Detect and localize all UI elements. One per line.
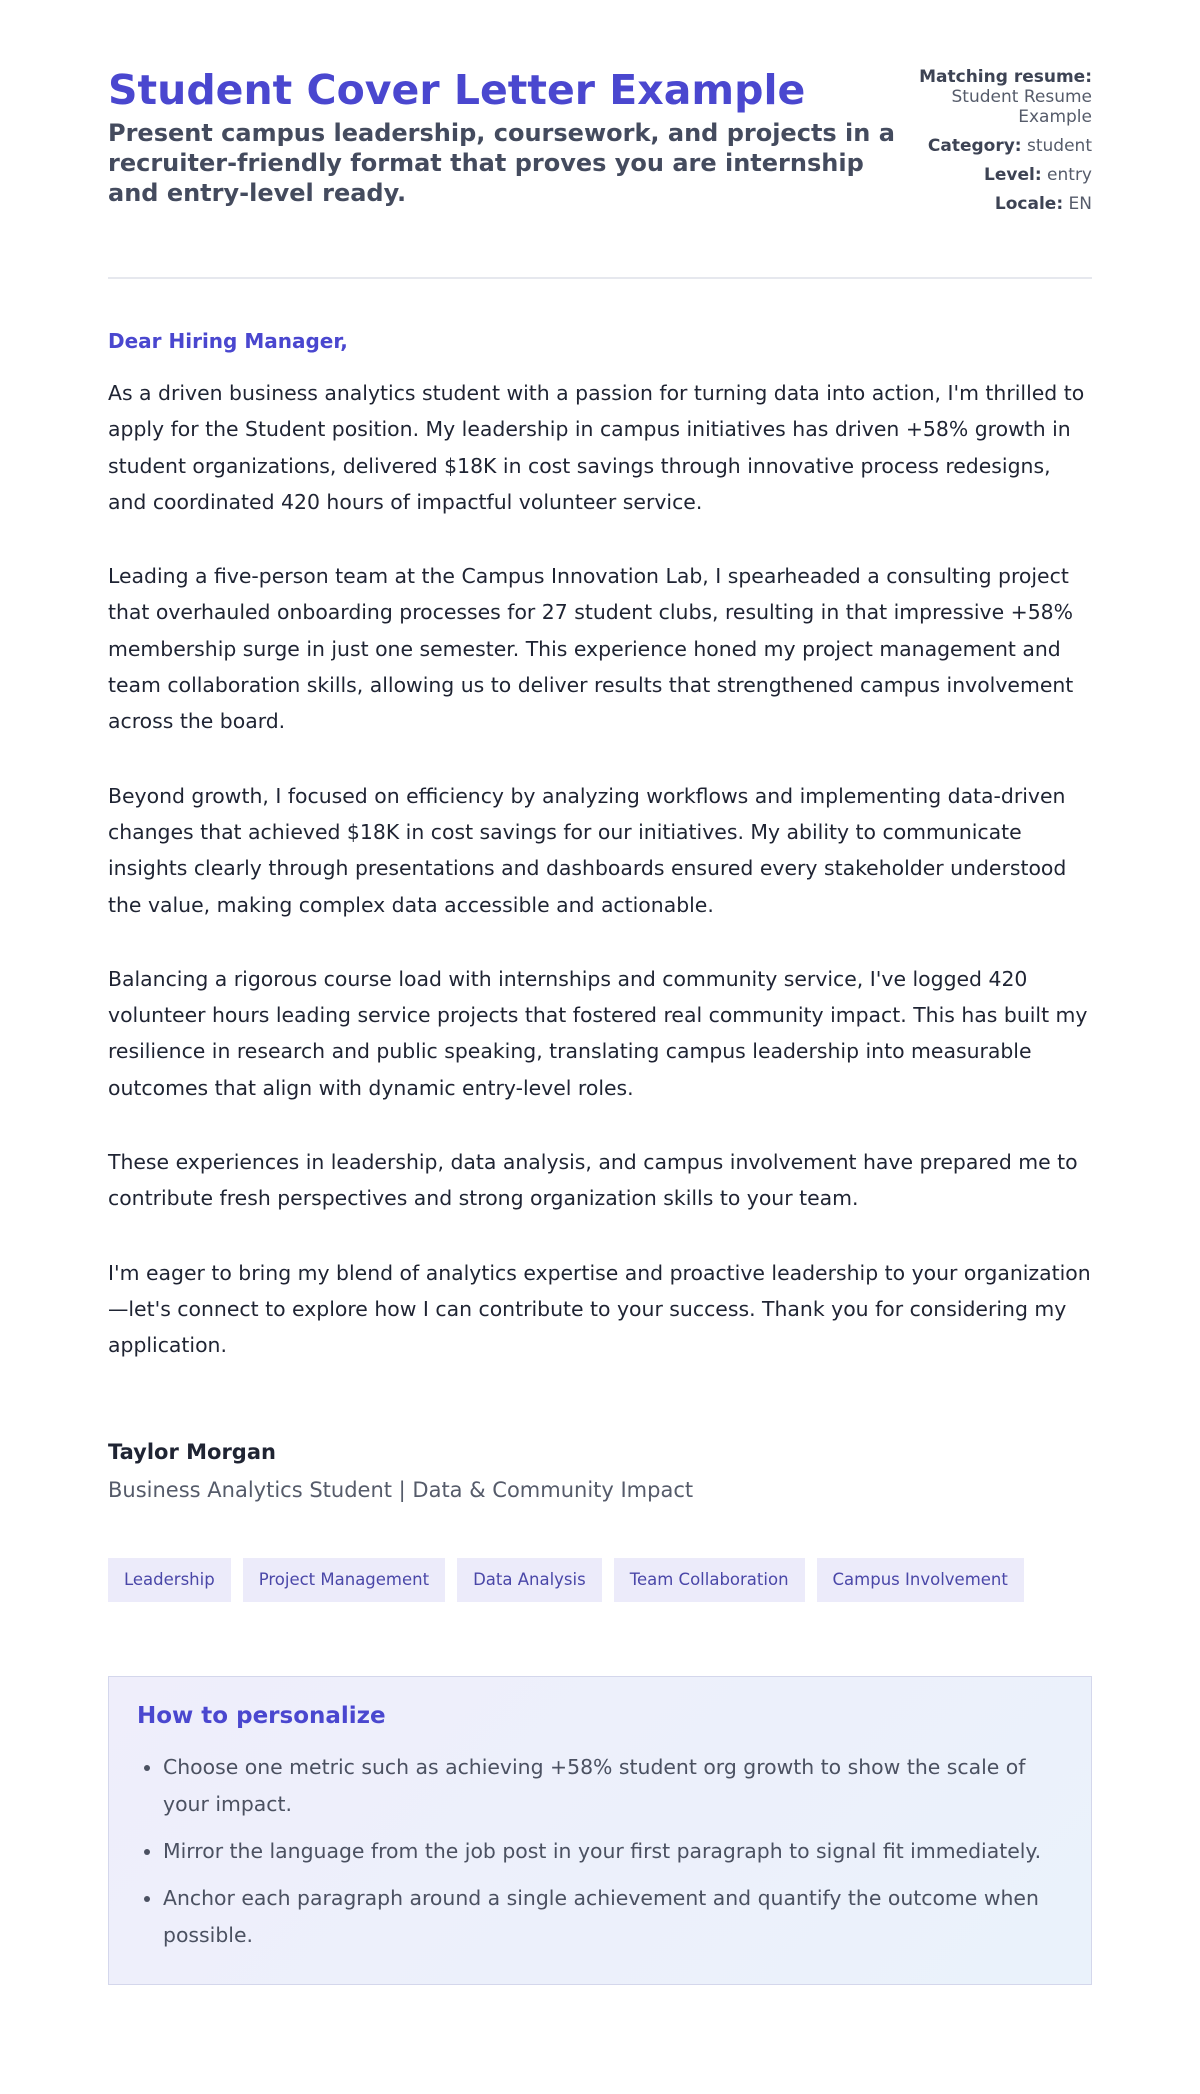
letter-paragraph-5: These experiences in leadership, data analysis, and campus involvement have prepared me to contribute fresh perspectives and strong organization skills to your team. — [108, 1150, 1078, 1211]
tag-team-collaboration: Team Collaboration — [614, 1558, 805, 1602]
letter-paragraph-4: Balancing a rigorous course load with internships and community service, I've logged 420 volunteer hours leading service projects that fostered real community impact. This has built my resilience in research and public speaking, translating campus leadership into measurable outcomes that align with dynamic entry-level roles. — [108, 966, 1088, 1100]
meta-locale-label: Locale: — [994, 194, 1064, 214]
tip-item: • Mirror the language from the job post in your first paragraph to signal fit immediately. — [163, 1833, 1063, 1870]
tip-item: • Anchor each paragraph around a single achievement and quantify the outcome when possible. — [163, 1880, 1063, 1954]
letter-paragraph-6: I'm eager to bring my blend of analytics expertise and proactive leadership to your organization—let's connect to explore how I can contribute to your success. Thank you for considering my application. — [108, 1260, 1091, 1358]
meta-category-label: Category: — [927, 136, 1022, 156]
page-subtitle: Present campus leadership, coursework, and projects in a recruiter-friendly format that proves you are internship and entry-level ready. — [108, 119, 895, 207]
meta-matching-resume-label: Matching resume: — [919, 67, 1092, 87]
letter-paragraph-3: Beyond growth, I focused on efficiency by analyzing workflows and implementing data-driven changes that achieved $18K in cost savings for our initiatives. My ability to communicate insights clearly through presentations and dashboards ensured every stakeholder understood the value, making complex data accessible and actionable. — [108, 783, 1067, 917]
tag-leadership: Leadership — [108, 1558, 231, 1602]
personalize-tips-box — [108, 1676, 1092, 1985]
letter-paragraph-1: As a driven business analytics student with a passion for turning data into action, I'm thrilled to apply for the Student position. My leadership in campus initiatives has driven +58% growth in student organizations, delivered $18K in cost savings through innovative process redesigns, and coordinated 420 hours of impactful volunteer service. — [108, 381, 1085, 514]
signature-title: Business Analytics Student | Data & Community Impact — [108, 1477, 694, 1502]
tag-campus-involvement: Campus Involvement — [817, 1558, 1024, 1602]
meta-level — [912, 165, 1092, 185]
meta-locale-value: EN — [1068, 194, 1092, 214]
tip-item: • Choose one metric such as achieving +58% student org growth to show the scale of your impact. — [163, 1749, 1063, 1823]
page-title: Student Cover Letter Example — [108, 66, 806, 114]
metadata-panel — [912, 67, 1092, 223]
meta-category-value: student — [1027, 136, 1092, 156]
letter-paragraph-2: Leading a five-person team at the Campus Innovation Lab, I spearheaded a consulting project that overhauled onboarding processes for 27 student clubs, resulting in that impressive +58% membership surge in just one semester. This experience honed my project management and team collaboration skills, allowing us to deliver results that strengthened campus involvement across the board. — [108, 564, 1074, 734]
meta-matching-resume — [912, 67, 1092, 127]
letter-body — [108, 329, 1092, 1502]
meta-matching-resume-value: Student Resume Example — [951, 87, 1092, 127]
meta-locale — [912, 194, 1092, 214]
title-block — [108, 66, 898, 208]
meta-level-value: entry — [1047, 165, 1092, 185]
tips-list — [137, 1749, 1063, 1954]
page-header — [108, 66, 1092, 279]
cover-letter-page — [108, 0, 1092, 1985]
tag-project-management: Project Management — [243, 1558, 445, 1602]
meta-category — [912, 136, 1092, 156]
tips-title: How to personalize — [137, 1702, 386, 1729]
meta-level-label: Level: — [984, 165, 1042, 185]
tag-data-analysis: Data Analysis — [457, 1558, 602, 1602]
salutation: Dear Hiring Manager, — [108, 329, 348, 353]
skill-tags — [108, 1558, 1092, 1602]
signature-name: Taylor Morgan — [108, 1439, 276, 1464]
